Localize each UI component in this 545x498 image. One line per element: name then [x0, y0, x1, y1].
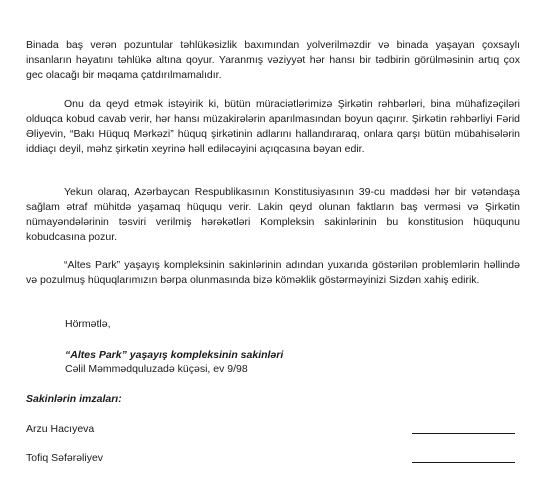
- paragraph-safety: Binada baş verən pozuntular təhlükəsizlik baxımından yolverilməzdir və binada yaşayan çoxsaylı insanların həyatını təhlükə altına qoyur. Yaranmış vəziyyət hər hansı bir tədbirin görülməsinin artıq çox gec olacağı bir məqama çatdırılmamalıdır.: [26, 39, 520, 81]
- paragraph-constitution: Yekun olaraq, Azərbaycan Respublikasının Konstitusiyasının 39-cu maddəsi hər bir vətəndaşa sağlam ətraf mühitdə yaşamaq hüququ verir. Lakin qeyd olunan faktların baş verməsi və Şirkətin nümayəndələrinin təsviri verilmiş hərəkətləri Kompleksin sakinlərinin bu konstitusion hüququnu kobudcasına pozur.: [26, 186, 520, 243]
- signature-line: [412, 462, 515, 463]
- closing-regards: Hörmətlə,: [65, 318, 111, 330]
- signer-name: Arzu Hacıyeva: [26, 423, 95, 435]
- paragraph-management-response: Onu da qeyd etmək istəyirik ki, bütün müraciətlərimizə Şirkətin rəhbərləri, bina mühafizəçiləri olduqca kobud cavab verir, hər hansı müzakirələrin aparılmasından boyun qaçırır. Şirkətin rəhbərliyi Fərid Əliyevin, “Bakı Hüquq Mərkəzi” hüquq şirkətinin adlarını hallandıraraq, onlara qarşı bütün mübahisələrin iddiaçı deyil, məhz şirkətin xeyrinə həll ediləcəyini açıqcasına bəyan edir.: [26, 98, 520, 155]
- paragraph-request: “Altes Park” yaşayış kompleksinin sakinlərinin adından yuxarıda göstərilən problemlərin həllində və pozulmuş hüquqlarımızın bərpa olunmasında bizə köməklik göstərməyinizi Sizdən xahiş edirik.: [26, 259, 520, 286]
- sender-address: Cəlil Məmmədquluzadə küçəsi, ev 9/98: [65, 363, 248, 375]
- sender-name: “Altes Park” yaşayış kompleksinin sakinləri: [65, 349, 284, 361]
- signatures-heading: Sakinlərin imzaları:: [26, 393, 122, 405]
- signature-line: [412, 433, 515, 434]
- signer-name: Tofiq Səfərəliyev: [26, 452, 104, 464]
